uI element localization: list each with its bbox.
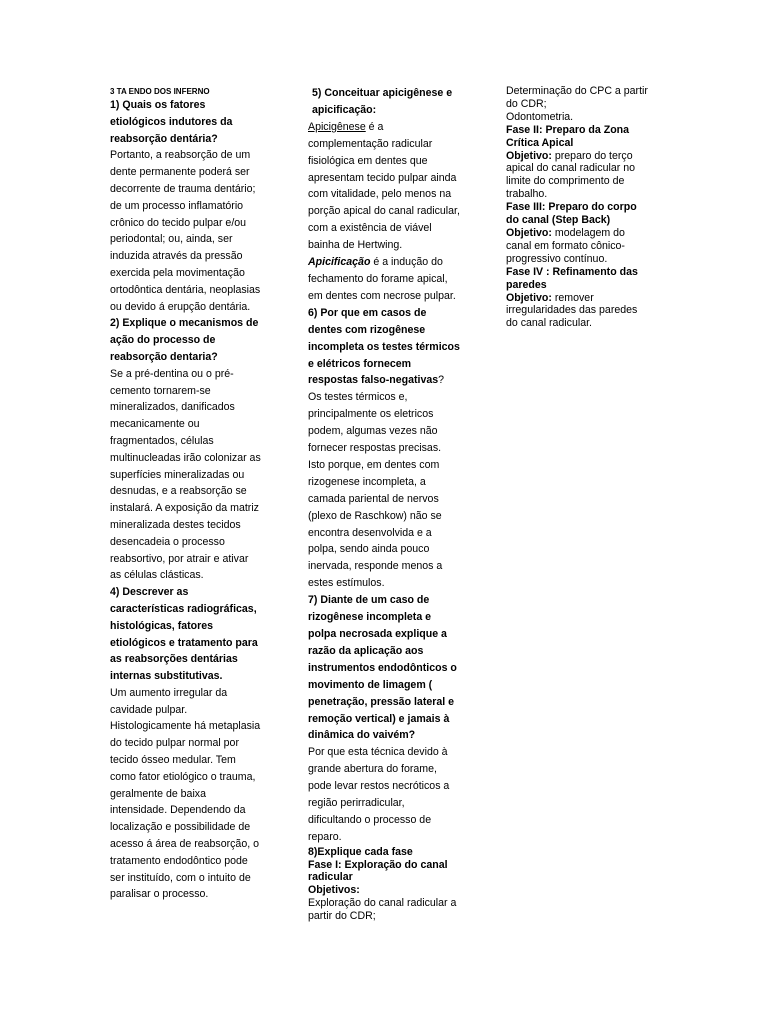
fase-4-title: Fase IV : Refinamento das paredes [506,265,638,291]
fase-3-objetivo-label: Objetivo: [506,226,552,239]
apicificacao-paragraph [308,254,460,305]
question-8: 8)Explique cada fase [308,845,413,858]
apicificacao-term: Apicificação [308,256,371,269]
apicificacao-definition: é a indução do fechamento do forame apical, em dentes com necrose pulpar. [308,256,456,302]
fase-1-title: Fase I: Exploração do canal radicular [308,858,448,884]
question-4: 4) Descrever as características radiográficas, histológicas, fatores etiológicos e tratamento para as reabsorções dentárias internas substitutivas. [110,586,258,683]
objetivos-label: Objetivos: [308,884,360,897]
document-title: 3 TA ENDO DOS INFERNO [110,87,210,96]
odontometria-text: Odontometria. [506,110,574,123]
column-2 [308,85,460,923]
apicigenese-definition: é a complementação radicular fisiológica em dentes que apresentam tecido pulpar ainda com vitalidade, pelo menos na porção apical do canal radicular, com a existência de viável bainha de Hertwing. [308,120,460,252]
fase-3-text: modelagem do canal em formato cônico-progressivo contínuo. [506,226,625,265]
question-6-paragraph [308,305,460,390]
fase-4-objetivo-label: Objetivo: [506,291,552,304]
answer-7: Por que esta técnica devido à grande abertura do forame, pode levar restos necróticos a região perirradicular, dificultando o processo de reparo. [308,746,450,843]
answer-1: Portanto, a reabsorção de um dente permanente poderá ser decorrente de trauma dentário; de um processo inflamatório crônico do tecido pulpar e/ou periodontal; ou, ainda, ser induzida através da pressão exercida pela movimentação ortodôntica dentária, neoplasias ou devido á erupção dentária. [110,149,261,313]
fase-1-continuation: Determinação do CPC a partir do CDR; [506,85,648,110]
answer-6: Os testes térmicos e, principalmente os eletricos podem, algumas vezes não fornecer respostas precisas. Isto porque, em dentes com rizogenese incompleta, a camada pariental de nervos (plexo de Raschkow) não se encontra desenvolvida e a polpa, sendo ainda pouco inervada, responde menos a estes estímulos. [308,391,443,590]
question-2: 2) Explique o mecanismos de ação do processo de reabsorção dentaria? [110,317,259,363]
fase-4-paragraph [506,292,652,331]
question-6: 6) Por que em casos de dentes com rizogênese incompleta os testes térmicos e elétricos fornecem respostas falso-negativas [308,306,460,387]
column-1 [110,87,262,903]
apicigenese-paragraph [308,119,460,254]
fase-2-paragraph [506,150,652,202]
fase-2-text: preparo do terço apical do canal radicular no limite do comprimento de trabalho. [506,149,635,201]
fase-1-text: Exploração do canal radicular a partir do CDR; [308,896,457,922]
answer-2: Se a pré-dentina ou o pré-cemento tornarem-se mineralizados, danificados mecanicamente ou fragmentados, células multinucleadas irão colonizar as superfícies mineralizadas ou desnudas, e a reabsorção se instalará. A exposição da matriz mineralizada destes tecidos desencadeia o processo reabsortivo, por atrair e ativar as células clásticas. [110,367,261,582]
fase-3-title: Fase III: Preparo do corpo do canal (Step Back) [506,201,637,227]
fase-3-paragraph [506,227,652,266]
question-7: 7) Diante de um caso de rizogênese incompleta e polpa necrosada explique a razão da aplicação aos instrumentos endodônticos o movimento de limagem ( penetração, pressão lateral e remoção vertical) e jamais à dinâmica do vaivém? [308,594,457,742]
question-6-mark: ? [438,374,445,387]
question-5: 5) Conceituar apicigênese e apicificação: [312,87,453,116]
fase-2-title: Fase II: Preparo da Zona Crítica Apical [506,123,630,149]
answer-4: Um aumento irregular da cavidade pulpar. Histologicamente há metaplasia do tecido pulpar normal por tecido ósseo medular. Tem como fator etiológico o trauma, geralmente de baixa intensidade. Dependendo da localização e possibilidade de acesso á área de reabsorção, o tratamento endodôntico pode ser instituído, com o intuito de paralisar o processo. [110,686,261,901]
fase-1-block [308,846,460,923]
apicigenese-term: Apicigênese [308,120,366,133]
question-1: 1) Quais os fatores etiológicos indutores da reabsorção dentária? [110,99,233,145]
fase-4-text: remover irregularidades das paredes do canal radicular. [506,291,638,330]
column-3 [506,85,652,330]
fase-2-objetivo-label: Objetivo: [506,149,552,162]
